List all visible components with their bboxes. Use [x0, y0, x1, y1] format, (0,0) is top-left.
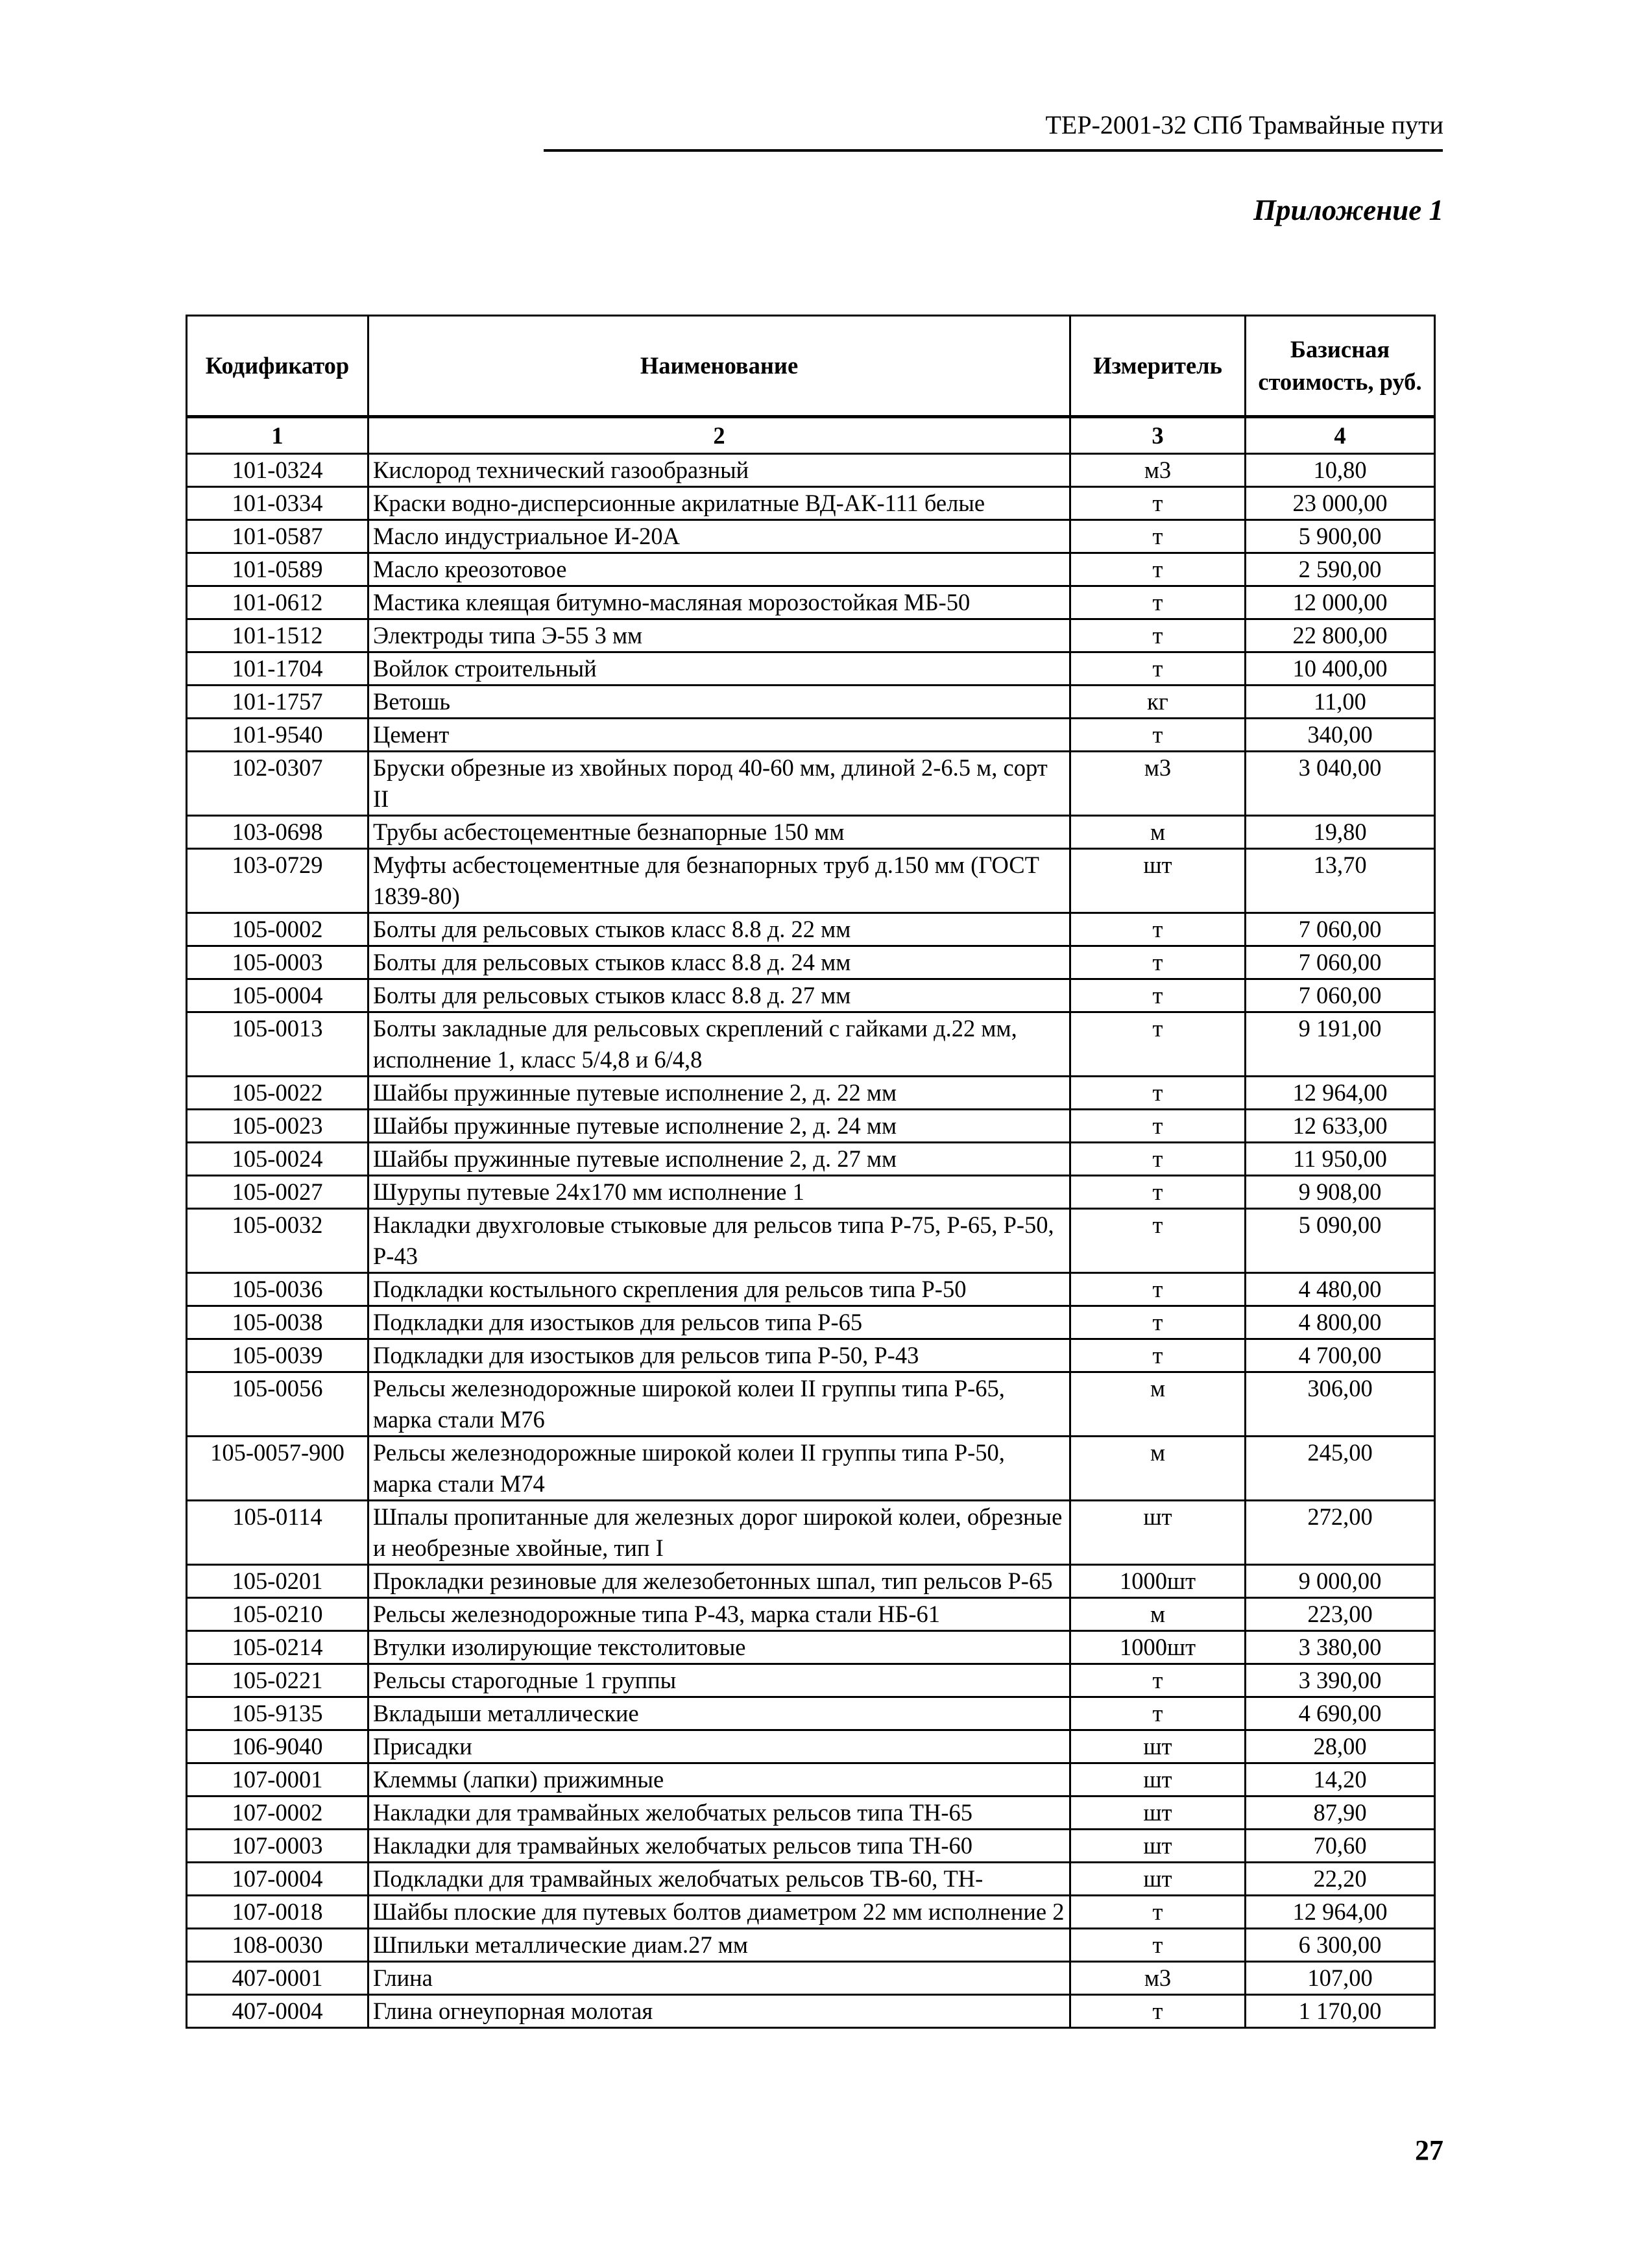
price-cell: 70,60 [1246, 1830, 1435, 1863]
unit-cell: т [1070, 619, 1246, 652]
name-cell: Шайбы пружинные путевые исполнение 2, д. 27 мм [368, 1143, 1070, 1176]
name-cell: Мастика клеящая битумно-масляная морозостойкая МБ-50 [368, 586, 1070, 619]
unit-cell: м [1070, 1598, 1246, 1631]
code-cell: 105-0003 [187, 946, 368, 979]
name-cell: Рельсы железнодорожные широкой колеи II группы типа Р-50, марка стали М74 [368, 1437, 1070, 1501]
table-row [187, 1664, 1435, 1697]
name-cell: Накладки для трамвайных желобчатых рельсов типа ТН-60 [368, 1830, 1070, 1863]
name-cell: Вкладыши металлические [368, 1697, 1070, 1730]
header-divider [544, 149, 1443, 152]
column-number: 2 [368, 417, 1070, 454]
table-row [187, 454, 1435, 487]
code-cell: 101-0589 [187, 553, 368, 586]
table-row [187, 1176, 1435, 1209]
price-cell: 9 191,00 [1246, 1012, 1435, 1077]
table-row [187, 1077, 1435, 1110]
name-cell: Муфты асбестоцементные для безнапорных труб д.150 мм (ГОСТ 1839-80) [368, 849, 1070, 913]
code-cell: 105-0057-900 [187, 1437, 368, 1501]
name-cell: Шпильки металлические диам.27 мм [368, 1929, 1070, 1962]
name-cell: Болты для рельсовых стыков класс 8.8 д. 27 мм [368, 979, 1070, 1012]
table-row [187, 1730, 1435, 1763]
price-cell: 340,00 [1246, 719, 1435, 752]
price-cell: 4 690,00 [1246, 1697, 1435, 1730]
table-row [187, 1995, 1435, 2028]
unit-cell: т [1070, 1306, 1246, 1339]
table-row [187, 1929, 1435, 1962]
name-cell: Ветошь [368, 686, 1070, 719]
price-cell: 11 950,00 [1246, 1143, 1435, 1176]
price-cell: 9 000,00 [1246, 1565, 1435, 1598]
code-cell: 101-0334 [187, 487, 368, 520]
unit-cell: т [1070, 913, 1246, 946]
unit-cell: кг [1070, 686, 1246, 719]
unit-cell: т [1070, 1077, 1246, 1110]
table-row [187, 586, 1435, 619]
price-cell: 306,00 [1246, 1372, 1435, 1437]
table-row [187, 719, 1435, 752]
table-row [187, 1012, 1435, 1077]
price-cell: 6 300,00 [1246, 1929, 1435, 1962]
code-cell: 101-1757 [187, 686, 368, 719]
price-cell: 3 390,00 [1246, 1664, 1435, 1697]
code-cell: 105-0221 [187, 1664, 368, 1697]
table-row [187, 1143, 1435, 1176]
unit-cell: т [1070, 652, 1246, 686]
unit-cell: т [1070, 1110, 1246, 1143]
code-cell: 105-0022 [187, 1077, 368, 1110]
unit-cell: т [1070, 1664, 1246, 1697]
price-cell: 3 380,00 [1246, 1631, 1435, 1664]
code-cell: 108-0030 [187, 1929, 368, 1962]
table-row [187, 619, 1435, 652]
price-cell: 87,90 [1246, 1796, 1435, 1830]
table-row [187, 1796, 1435, 1830]
name-cell: Прокладки резиновые для железобетонных шпал, тип рельсов Р-65 [368, 1565, 1070, 1598]
price-cell: 3 040,00 [1246, 752, 1435, 816]
unit-cell: т [1070, 1896, 1246, 1929]
code-cell: 107-0018 [187, 1896, 368, 1929]
price-cell: 12 633,00 [1246, 1110, 1435, 1143]
price-cell: 7 060,00 [1246, 979, 1435, 1012]
name-cell: Клеммы (лапки) прижимные [368, 1763, 1070, 1796]
name-cell: Электроды типа Э-55 3 мм [368, 619, 1070, 652]
unit-cell: т [1070, 487, 1246, 520]
table-header-row [187, 316, 1435, 417]
code-cell: 101-1704 [187, 652, 368, 686]
code-cell: 107-0004 [187, 1863, 368, 1896]
code-cell: 101-9540 [187, 719, 368, 752]
table-row [187, 1209, 1435, 1273]
unit-cell: м3 [1070, 752, 1246, 816]
appendix-label: Приложение 1 [1253, 194, 1443, 226]
table-row [187, 652, 1435, 686]
unit-cell: т [1070, 520, 1246, 553]
unit-cell: т [1070, 586, 1246, 619]
column-number: 3 [1070, 417, 1246, 454]
table-row [187, 816, 1435, 849]
unit-cell: м [1070, 816, 1246, 849]
table-row [187, 752, 1435, 816]
column-number: 4 [1246, 417, 1435, 454]
code-cell: 107-0001 [187, 1763, 368, 1796]
unit-cell: т [1070, 1143, 1246, 1176]
name-cell: Трубы асбестоцементные безнапорные 150 мм [368, 816, 1070, 849]
name-cell: Болты для рельсовых стыков класс 8.8 д. 24 мм [368, 946, 1070, 979]
page-number: 27 [1415, 2134, 1443, 2166]
unit-cell: шт [1070, 1501, 1246, 1565]
table-row [187, 1110, 1435, 1143]
code-cell: 105-0024 [187, 1143, 368, 1176]
name-cell: Краски водно-дисперсионные акрилатные ВД-АК-111 белые [368, 487, 1070, 520]
price-cell: 5 090,00 [1246, 1209, 1435, 1273]
code-cell: 102-0307 [187, 752, 368, 816]
name-cell: Масло индустриальное И-20А [368, 520, 1070, 553]
table-row [187, 1598, 1435, 1631]
price-cell: 10,80 [1246, 454, 1435, 487]
unit-cell: т [1070, 1995, 1246, 2028]
unit-cell: шт [1070, 1830, 1246, 1863]
name-cell: Рельсы железнодорожные типа Р-43, марка стали НБ-61 [368, 1598, 1070, 1631]
code-cell: 105-0214 [187, 1631, 368, 1664]
price-cell: 7 060,00 [1246, 913, 1435, 946]
name-cell: Рельсы железнодорожные широкой колеи II группы типа Р-65, марка стали М76 [368, 1372, 1070, 1437]
code-cell: 103-0729 [187, 849, 368, 913]
name-cell: Шпалы пропитанные для железных дорог широкой колеи, обрезные и необрезные хвойные, тип I [368, 1501, 1070, 1565]
unit-cell: шт [1070, 1796, 1246, 1830]
column-header-unit: Измеритель [1070, 316, 1246, 417]
price-cell: 12 000,00 [1246, 586, 1435, 619]
price-cell: 23 000,00 [1246, 487, 1435, 520]
table-row [187, 946, 1435, 979]
unit-cell: шт [1070, 1763, 1246, 1796]
name-cell: Рельсы старогодные 1 группы [368, 1664, 1070, 1697]
name-cell: Глина [368, 1962, 1070, 1995]
unit-cell: т [1070, 1929, 1246, 1962]
code-cell: 105-0201 [187, 1565, 368, 1598]
price-cell: 272,00 [1246, 1501, 1435, 1565]
table-row [187, 1273, 1435, 1306]
column-header-price: Базисная стоимость, руб. [1246, 316, 1435, 417]
code-cell: 105-0056 [187, 1372, 368, 1437]
unit-cell: т [1070, 979, 1246, 1012]
price-cell: 2 590,00 [1246, 553, 1435, 586]
name-cell: Шайбы пружинные путевые исполнение 2, д. 22 мм [368, 1077, 1070, 1110]
table-row [187, 1339, 1435, 1372]
code-cell: 407-0004 [187, 1995, 368, 2028]
unit-cell: м3 [1070, 1962, 1246, 1995]
code-cell: 105-0027 [187, 1176, 368, 1209]
name-cell: Шайбы пружинные путевые исполнение 2, д. 24 мм [368, 1110, 1070, 1143]
table-row [187, 1763, 1435, 1796]
code-cell: 101-0587 [187, 520, 368, 553]
table-row [187, 686, 1435, 719]
code-cell: 107-0003 [187, 1830, 368, 1863]
name-cell: Цемент [368, 719, 1070, 752]
code-cell: 106-9040 [187, 1730, 368, 1763]
table-row [187, 553, 1435, 586]
code-cell: 105-0039 [187, 1339, 368, 1372]
price-cell: 107,00 [1246, 1962, 1435, 1995]
code-cell: 101-1512 [187, 619, 368, 652]
name-cell: Кислород технический газообразный [368, 454, 1070, 487]
table-row [187, 1830, 1435, 1863]
price-cell: 223,00 [1246, 1598, 1435, 1631]
price-cell: 245,00 [1246, 1437, 1435, 1501]
name-cell: Войлок строительный [368, 652, 1070, 686]
table-row [187, 1631, 1435, 1664]
table-row [187, 1962, 1435, 1995]
table-row [187, 487, 1435, 520]
name-cell: Накладки для трамвайных желобчатых рельсов типа ТН-65 [368, 1796, 1070, 1830]
name-cell: Глина огнеупорная молотая [368, 1995, 1070, 2028]
unit-cell: т [1070, 1273, 1246, 1306]
unit-cell: т [1070, 1012, 1246, 1077]
name-cell: Шурупы путевые 24х170 мм исполнение 1 [368, 1176, 1070, 1209]
table-row [187, 979, 1435, 1012]
table-row [187, 1437, 1435, 1501]
column-number-row [187, 417, 1435, 454]
name-cell: Присадки [368, 1730, 1070, 1763]
unit-cell: м [1070, 1437, 1246, 1501]
table-row [187, 1896, 1435, 1929]
price-cell: 19,80 [1246, 816, 1435, 849]
code-cell: 105-0038 [187, 1306, 368, 1339]
name-cell: Подкладки костыльного скрепления для рельсов типа Р-50 [368, 1273, 1070, 1306]
price-cell: 10 400,00 [1246, 652, 1435, 686]
column-header-code: Кодификатор [187, 316, 368, 417]
name-cell: Подкладки для трамвайных желобчатых рельсов ТВ-60, ТН- [368, 1863, 1070, 1896]
table-row [187, 1501, 1435, 1565]
code-cell: 105-0032 [187, 1209, 368, 1273]
unit-cell: 1000шт [1070, 1631, 1246, 1664]
table-row [187, 849, 1435, 913]
name-cell: Болты для рельсовых стыков класс 8.8 д. 22 мм [368, 913, 1070, 946]
price-cell: 5 900,00 [1246, 520, 1435, 553]
price-cell: 12 964,00 [1246, 1896, 1435, 1929]
price-cell: 4 480,00 [1246, 1273, 1435, 1306]
name-cell: Болты закладные для рельсовых скреплений с гайками д.22 мм, исполнение 1, класс 5/4,8 и 6/4,8 [368, 1012, 1070, 1077]
price-table [186, 315, 1436, 2029]
name-cell: Втулки изолирующие текстолитовые [368, 1631, 1070, 1664]
name-cell: Бруски обрезные из хвойных пород 40-60 мм, длиной 2-6.5 м, сорт II [368, 752, 1070, 816]
name-cell: Масло креозотовое [368, 553, 1070, 586]
code-cell: 105-9135 [187, 1697, 368, 1730]
price-cell: 11,00 [1246, 686, 1435, 719]
code-cell: 105-0002 [187, 913, 368, 946]
unit-cell: т [1070, 1209, 1246, 1273]
table-row [187, 1863, 1435, 1896]
unit-cell: т [1070, 1697, 1246, 1730]
column-header-name: Наименование [368, 316, 1070, 417]
price-cell: 22,20 [1246, 1863, 1435, 1896]
code-cell: 101-0612 [187, 586, 368, 619]
name-cell: Подкладки для изостыков для рельсов типа Р-50, Р-43 [368, 1339, 1070, 1372]
price-cell: 22 800,00 [1246, 619, 1435, 652]
code-cell: 105-0210 [187, 1598, 368, 1631]
unit-cell: т [1070, 946, 1246, 979]
code-cell: 103-0698 [187, 816, 368, 849]
unit-cell: м [1070, 1372, 1246, 1437]
code-cell: 105-0013 [187, 1012, 368, 1077]
column-number: 1 [187, 417, 368, 454]
unit-cell: м3 [1070, 454, 1246, 487]
code-cell: 105-0114 [187, 1501, 368, 1565]
unit-cell: т [1070, 719, 1246, 752]
price-cell: 4 700,00 [1246, 1339, 1435, 1372]
name-cell: Шайбы плоские для путевых болтов диаметром 22 мм исполнение 2 [368, 1896, 1070, 1929]
price-cell: 4 800,00 [1246, 1306, 1435, 1339]
price-cell: 1 170,00 [1246, 1995, 1435, 2028]
name-cell: Накладки двухголовые стыковые для рельсов типа Р-75, Р-65, Р-50, Р-43 [368, 1209, 1070, 1273]
document-header-title: ТЕР-2001-32 СПб Трамвайные пути [1045, 110, 1443, 139]
price-cell: 12 964,00 [1246, 1077, 1435, 1110]
table-row [187, 520, 1435, 553]
unit-cell: шт [1070, 849, 1246, 913]
unit-cell: шт [1070, 1730, 1246, 1763]
code-cell: 105-0004 [187, 979, 368, 1012]
unit-cell: т [1070, 1176, 1246, 1209]
name-cell: Подкладки для изостыков для рельсов типа Р-65 [368, 1306, 1070, 1339]
table-row [187, 1565, 1435, 1598]
price-cell: 13,70 [1246, 849, 1435, 913]
code-cell: 105-0023 [187, 1110, 368, 1143]
price-cell: 9 908,00 [1246, 1176, 1435, 1209]
code-cell: 105-0036 [187, 1273, 368, 1306]
price-cell: 28,00 [1246, 1730, 1435, 1763]
table-row [187, 1306, 1435, 1339]
price-cell: 14,20 [1246, 1763, 1435, 1796]
table-row [187, 913, 1435, 946]
table-row [187, 1697, 1435, 1730]
unit-cell: т [1070, 553, 1246, 586]
code-cell: 101-0324 [187, 454, 368, 487]
table-row [187, 1372, 1435, 1437]
code-cell: 107-0002 [187, 1796, 368, 1830]
code-cell: 407-0001 [187, 1962, 368, 1995]
price-cell: 7 060,00 [1246, 946, 1435, 979]
unit-cell: шт [1070, 1863, 1246, 1896]
unit-cell: 1000шт [1070, 1565, 1246, 1598]
unit-cell: т [1070, 1339, 1246, 1372]
